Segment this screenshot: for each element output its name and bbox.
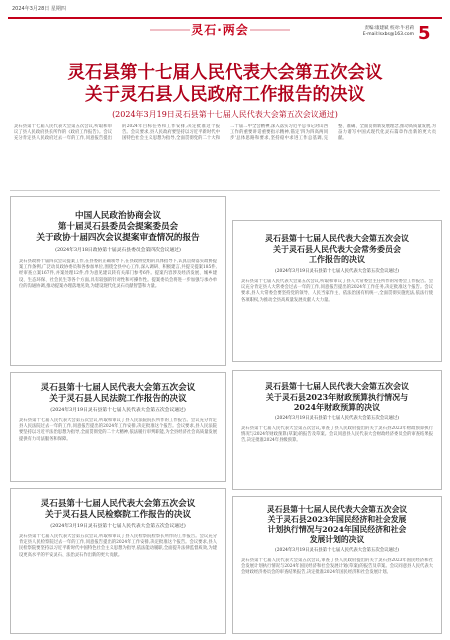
lead-headline-line2: 关于灵石县人民政府工作报告的决议 [85,85,365,105]
lead-headline-line1: 灵石县第十七届人民代表大会第五次会议 [67,63,383,83]
page-number: 5 [418,23,431,44]
article-subtitle: (2024年3月19日灵石县第十七届人民代表大会第五次会议通过) [275,269,399,274]
article-subtitle: (2024年3月19日灵石县第十七届人民代表大会第五次会议通过) [50,408,186,413]
article-title-line: 关于灵石县人民代表大会常务委员会 [273,243,401,254]
article-title-line: 发展计划的决议 [309,535,365,544]
article-title-line: 灵石县第十七届人民代表大会第五次会议 [265,381,409,391]
article-title [11,383,225,405]
article-title-line: 灵石县第十七届人民代表大会第五次会议 [265,233,409,243]
lead-subtitle: (2024年3月19日灵石县第十七届人民代表大会第五次会议通过) [112,110,338,119]
article-body: 灵石县第十七届人民代表大会第五次会议,听取和审议了县人大常委会主任所作的常委会工作报告。会议充分肯定县人大常委会过去一年的工作,同意报告提出的2024年工作任务,决定批准这个报告。会议要求,县人大常委会要坚持党的领导、人民当家作主、依法治国有机统一,全面贯彻实施宪法,依法行使各项职权,为推动全县高质量发展贡献人大力量。 [241,279,433,303]
article-title-line: 计划执行情况与2024年国民经济和社会 [267,525,407,534]
article-title-line: 关于灵石县人民检察院工作报告的决议 [44,510,192,520]
email-line: E-mail:lsxbs@163.com [362,32,414,37]
article-box-procuratorate [10,488,226,634]
article-box-court [10,372,226,482]
section-banner [150,20,290,40]
header-rule [8,17,442,19]
article-title-line: 关于灵石县2023年国民经济和社会发展 [267,515,407,524]
article-body: 灵石县第十七届人民代表大会第五次会议,听取和审议了县人民检察院检察长所作的工作报告。会议充分肯定县人民检察院过去一年的工作,同意报告提出的2024年工作安排,决定批准这个报告。会议要求,县人民检察院要坚持以习近平新时代中国特色社会主义思想为指导,依法能动履职,全面提升法律监督质效,为建设更高水平的平安灵石、法治灵石作出新的更大贡献。 [19,534,217,558]
article-subtitle: (2024年3月19日灵石县第十七届人民代表大会第五次会议通过) [50,524,186,529]
article-body: 灵石县第十七届人民代表大会第五次会议,审查了县人民政府提出的关于灵石县2023年财政预算执行情况与2024年财政预算(草案)的报告及草案。会议同意县人民代表大会财政经济委员会的审查结果报告,决定批准2024年县级预算。 [241,426,433,444]
article-title [233,233,441,265]
section-title: 灵石·两会 [191,23,249,37]
article-title-line: 关于灵石县人民法院工作报告的决议 [49,394,187,404]
article-title-line: 灵石县第十七届人民代表大会第五次会议 [266,505,408,514]
lead-body: 灵石县第十七届人民代表大会第五次会议,听取和审议了县人民政府县长所作的《政府工作报告》。会议充分肯定县人民政府过去一年的工作,同意报告提出的2024年目标任务和工作安排,决定批准这个报告。会议要求,县人民政府要坚持以习近平新时代中国特色社会主义思想为指导,全面贯彻党的二十大和二十届二中全会精神,深入落实习近平总书记对山西工作的重要讲话重要指示精神,锚定'四为四高两同步'总体思路和要求,坚持稳中求进工作总基调,完整、准确、全面贯彻新发展理念,推动高质量发展,为奋力谱写中国式现代化灵石篇章作出新的更大贡献。 [14,124,436,142]
article-title [11,211,225,244]
editor-line: 责编:康建斌 校对:牛君莉 [364,26,414,31]
article-box-proposals [10,196,226,366]
article-title-line: 关于灵石县2023年财政预算执行情况与 [265,391,409,402]
article-body: 灵石县第十七届人民代表大会第五次会议,听取和审议了县人民法院院长所作的工作报告。会议充分肯定县人民法院过去一年的工作,同意报告提出的2024年工作安排,决定批准这个报告。会议要求,县人民法院要坚持以习近平法治思想为指导,全面贯彻党的二十大精神,依法履行审判职能,为全县经济社会高质量发展提供有力司法服务和保障。 [19,418,217,442]
article-body: 灵石县第十七届人民代表大会第五次会议,审查了县人民政府提出的关于灵石县2023年国民经济和社会发展计划执行情况与2024年国民经济和社会发展计划(草案)的报告及草案。会议同意县人民代表大会财政经济委员会的审查结果报告,决定批准2024年国民经济和社会发展计划。 [241,558,433,576]
lead-headline [10,62,440,106]
article-subtitle: (2024年3月18日政协第十届灵石县委员会第四次会议通过) [55,248,181,253]
article-body: 灵石县政协十届四次会议提案工作,在县委的正确领导下,在县政协党组的具体指导下,认真贯彻落实政协提案工作条例,广泛动员政协委员和各参加单位,围绕全县中心工作,深入调研、积极建言,共提交提案185件,经审查立案167件,并案处理12件,作为意见建议转有关部门参考6件。提案内容涉及经济发展、城乡建设、生态环保、社会民生等各个方面,具有较强的针对性和可操作性。提案委员会将进一步加强与承办单位的沟通协调,推动提案办理落地见效,为建设现代化灵石贡献智慧和力量。 [19,259,217,289]
article-box-budget [232,370,442,490]
article-title [233,505,441,545]
article-title-line: 灵石县第十七届人民代表大会第五次会议 [40,499,196,509]
article-title-line: 中国人民政治协商会议 [75,211,161,221]
editor-contact [318,26,414,38]
article-title-line: 2024年财政预算的决议 [293,402,381,412]
lead-divider [10,190,440,191]
article-title-line: 关于政协十届四次会议提案审查情况的报告 [36,233,200,243]
article-subtitle: (2024年3月19日灵石县第十七届人民代表大会第五次会议通过) [275,548,399,553]
article-title [233,381,441,413]
issue-date: 2024年3月28日 星期四 [12,6,66,12]
article-subtitle: (2024年3月19日灵石县第十七届人民代表大会第五次会议通过) [275,416,399,421]
article-title-line: 第十届灵石县委员会提案委员会 [57,222,179,232]
article-title-line: 灵石县第十七届人民代表大会第五次会议 [40,383,196,393]
article-title [11,499,225,521]
article-box-economic-plan [232,496,442,634]
article-box-standing-committee [232,220,442,362]
article-title-line: 工作报告的决议 [309,254,365,264]
